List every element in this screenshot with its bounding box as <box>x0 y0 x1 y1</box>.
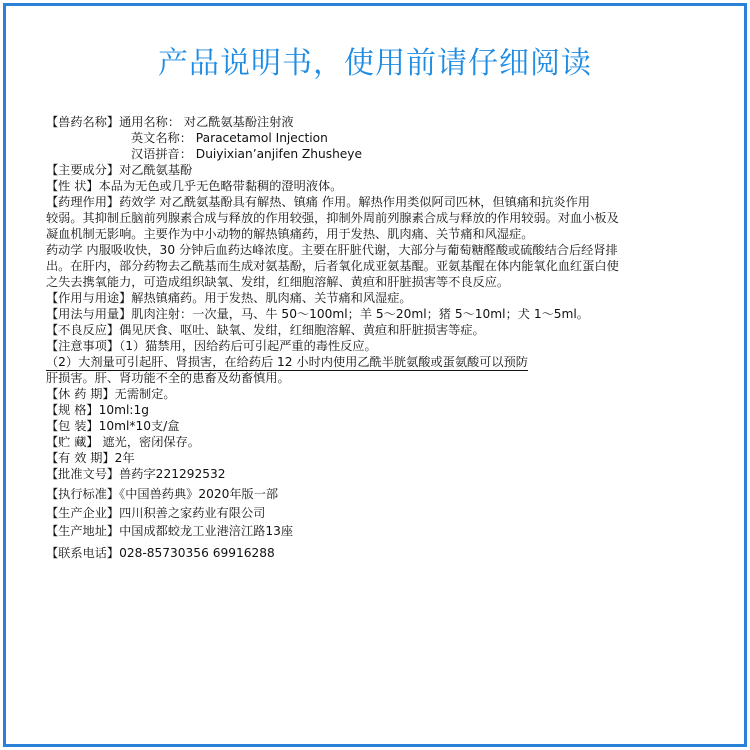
precautions-line-2 <box>46 354 714 370</box>
instruction-body <box>46 114 714 562</box>
address-line: 【生产地址】中国成都蛟龙工业港涪江路13座 <box>46 524 294 538</box>
drug-name-line: 【兽药名称】通用名称： 对乙酰氨基酚注射液 <box>46 115 294 129</box>
storage-line: 【贮 藏】 遮光，密闭保存。 <box>46 435 200 449</box>
english-name-line: 英文名称： Paracetamol Injection <box>131 131 328 145</box>
manufacturer-line: 【生产企业】四川积善之家药业有限公司 <box>46 505 266 520</box>
adverse-reactions-line: 【不良反应】偶见厌食、呕吐、缺氧、发绀，红细胞溶解、黄疸和肝脏损害等症。 <box>46 323 485 337</box>
phone-line: 【联系电话】028-85730356 69916288 <box>46 545 275 560</box>
precautions-line-3: 肝损害。肝、肾功能不全的患畜及幼畜慎用。 <box>46 371 290 385</box>
pharmacokinetics-line-2: 出。在肝内，部分药物去乙酰基而生成对氨基酚，后者氧化成亚氨基醌。亚氨基醌在体内能氧化血红蛋白使 <box>46 259 619 273</box>
pharmacokinetics-line-3: 之失去携氧能力，可造成组织缺氧、发绀，红细胞溶解、黄疸和肝脏损害等不良反应。 <box>46 275 510 289</box>
specification-line: 【规 格】10ml:1g <box>46 403 149 417</box>
approval-number-line: 【批准文号】兽药字221292532 <box>46 467 226 481</box>
main-ingredient-line: 【主要成分】对乙酰氨基酚 <box>46 163 193 177</box>
packaging-line: 【包 装】10ml*10支/盒 <box>46 419 180 433</box>
indications-line: 【作用与用途】解热镇痛药。用于发热、肌肉痛、关节痛和风湿症。 <box>46 291 412 305</box>
validity-line: 【有 效 期】2年 <box>46 451 135 465</box>
standard-line: 【执行标准】《中国兽药典》2020年版一部 <box>46 487 279 501</box>
pinyin-name-line: 汉语拼音： Duiyixian’anjifen Zhusheye <box>131 147 363 161</box>
pharmacology-line-1: 【药理作用】药效学 对乙酰氨基酚具有解热、镇痛 作用。解热作用类似阿司匹林，但镇痛和抗炎作用 <box>46 195 590 209</box>
precautions-line-1: 【注意事项】（1）猫禁用，因给药后可引起严重的毒性反应。 <box>46 339 377 353</box>
page-title: 产品说明书，使用前请仔细阅读 <box>158 46 592 81</box>
pharmacology-line-3: 凝血机制无影响。主要作为中小动物的解热镇痛药，用于发热、肌肉痛、关节痛和风湿症。 <box>46 227 534 241</box>
pharmacology-line-2: 较弱。其抑制丘脑前列腺素合成与释放的作用较强，抑制外周前列腺素合成与释放的作用较弱。对血小板及 <box>46 211 619 225</box>
withdrawal-period-line: 【休 药 期】无需制定。 <box>46 387 176 401</box>
precautions-line-2-text: （2）大剂量可引起肝、肾损害，在给药后 12 小时内使用乙酰半胱氨酸或蛋氨酸可以预防 <box>46 355 528 369</box>
pharmacokinetics-line-1: 药动学 内服吸收快，30 分钟后血药达峰浓度。主要在肝脏代谢，大部分与葡萄糖醛酸或硫酸结合后经肾排 <box>46 243 618 257</box>
appearance-line: 【性 状】本品为无色或几乎无色略带黏稠的澄明液体。 <box>46 179 343 193</box>
dosage-line: 【用法与用量】肌肉注射：一次量，马、牛 50～100ml；羊 5～20ml；猪 5～10ml；犬 1～5ml。 <box>46 307 589 321</box>
